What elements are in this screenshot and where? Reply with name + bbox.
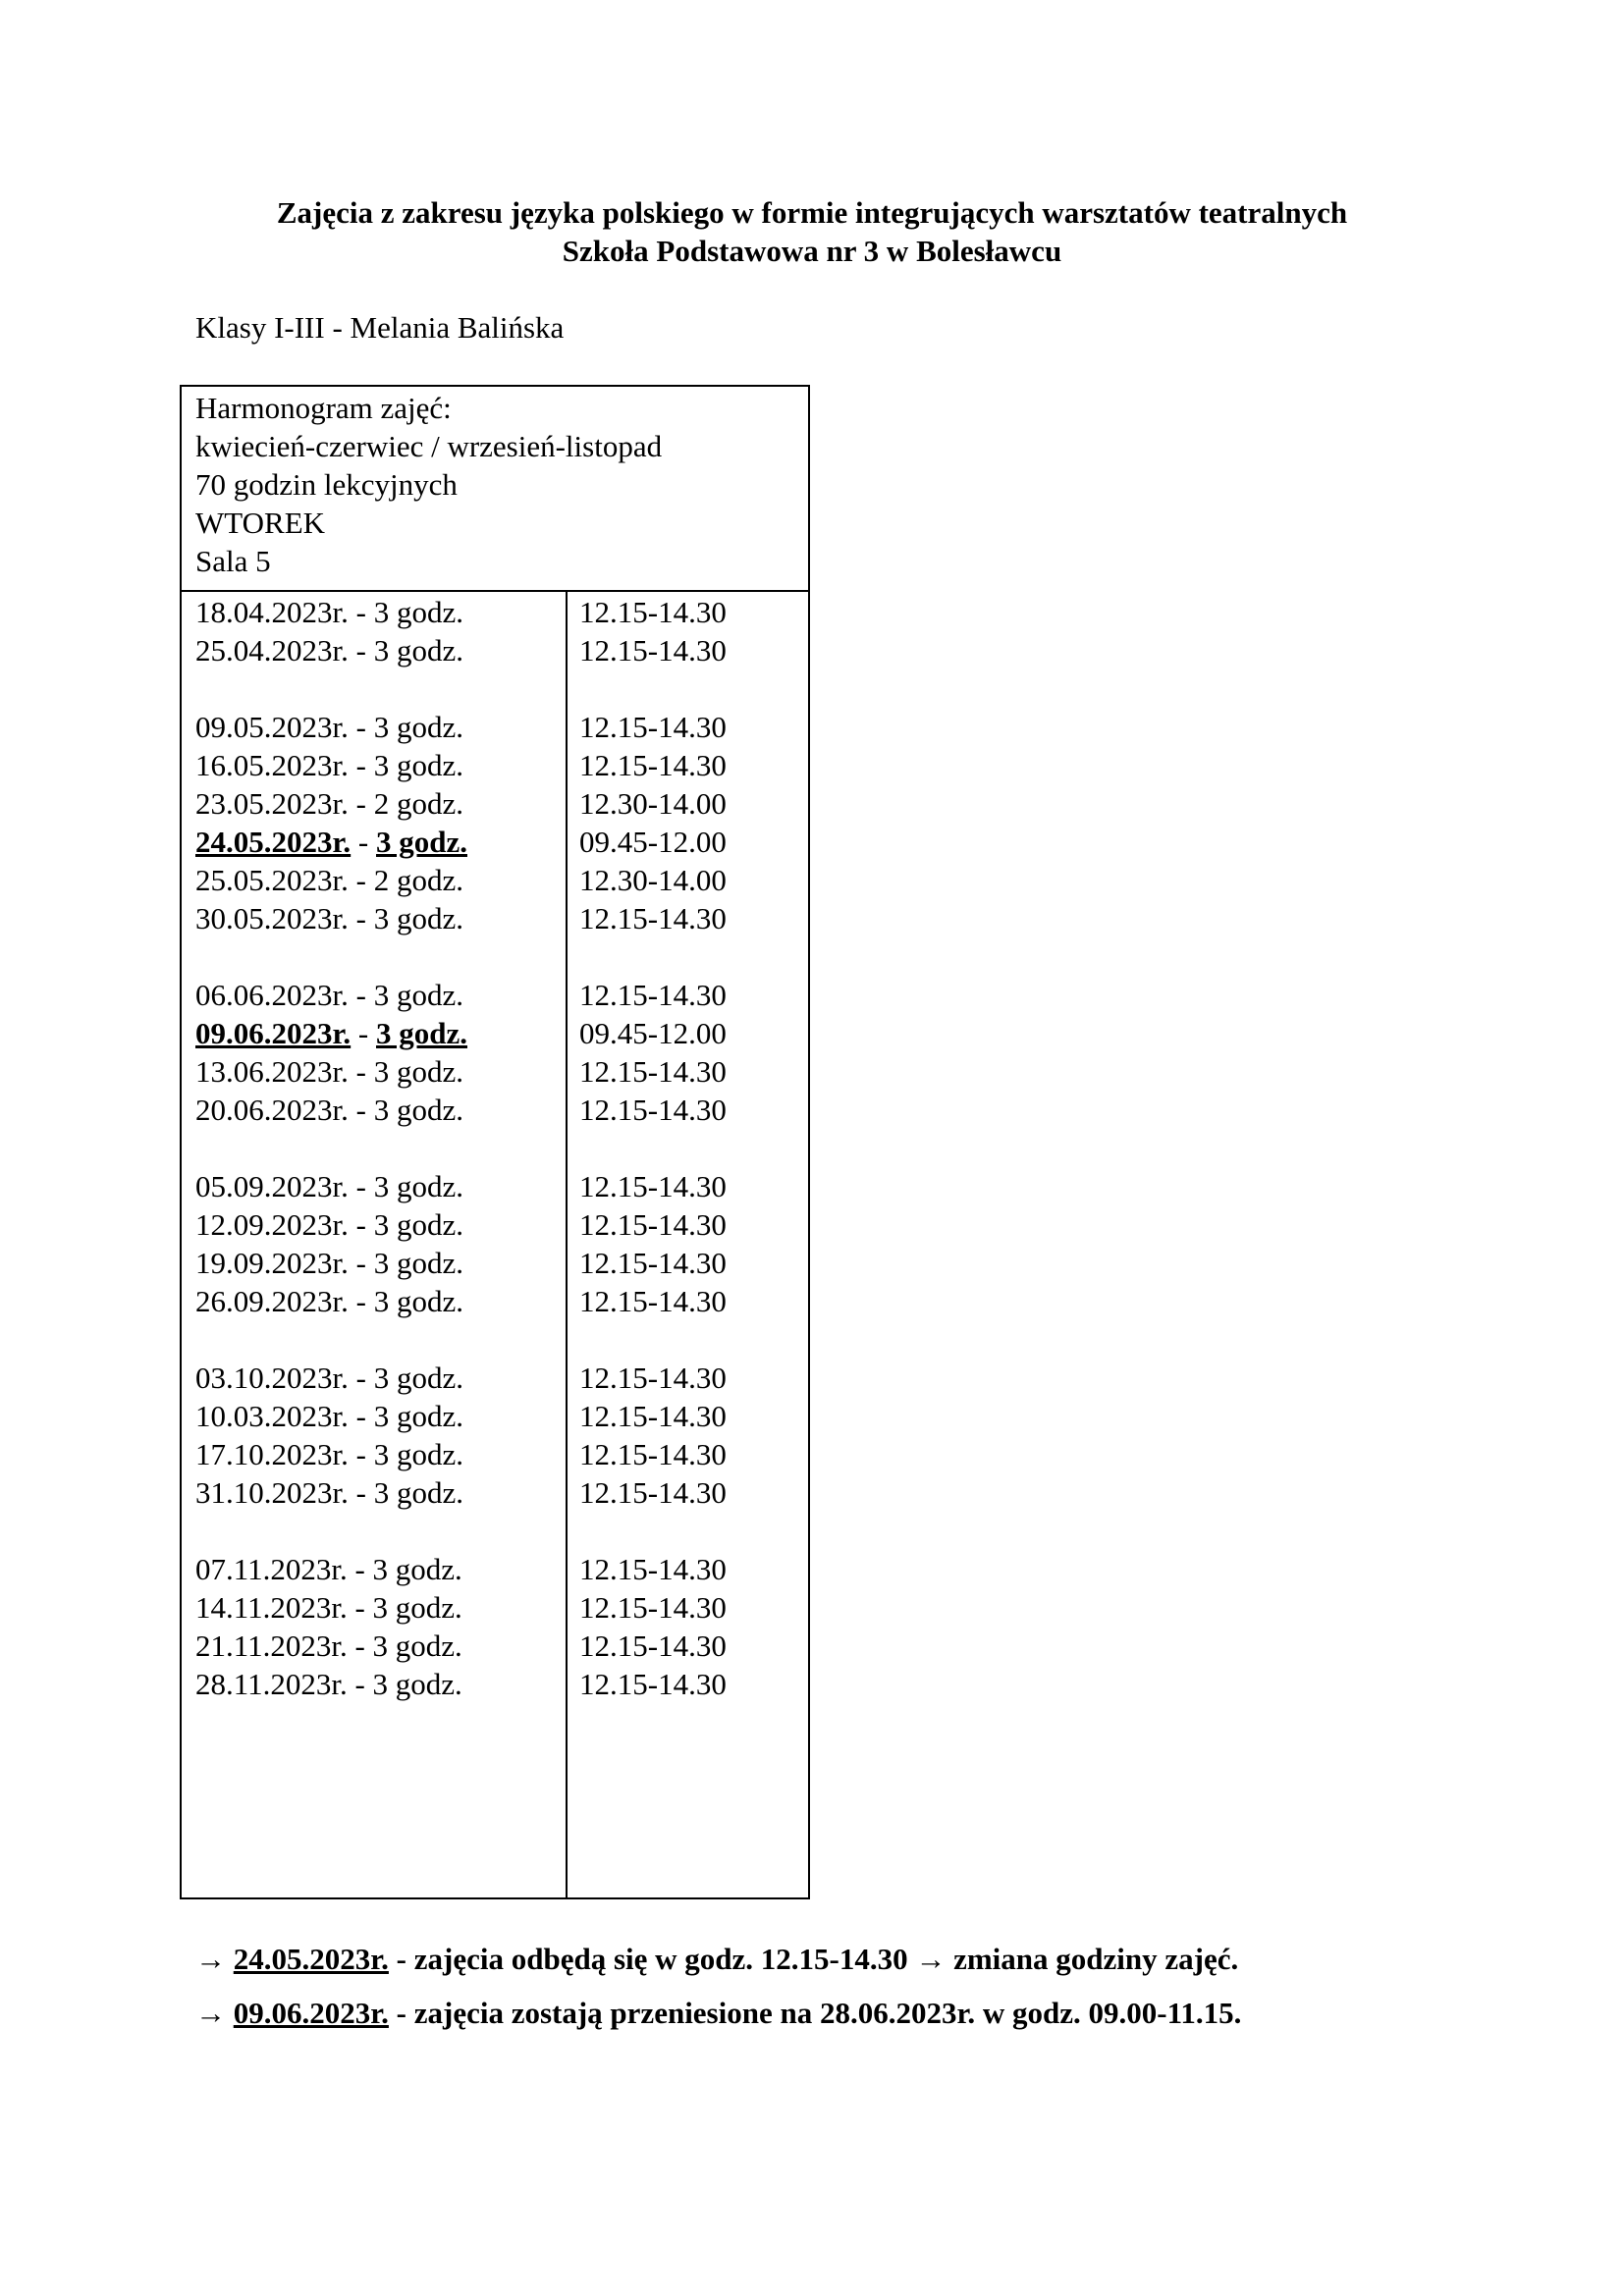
note-line [195,1994,1241,2032]
session-hours: 3 godz. [373,1361,463,1395]
session-date: 05.09.2023r. [195,1169,349,1203]
session-date-hours [195,823,467,861]
session-separator: - [347,1629,373,1663]
session-date-hours [195,631,463,669]
session-date: 31.10.2023r. [195,1475,349,1510]
session-hours: 3 godz. [373,748,463,782]
session-hours: 3 godz. [373,710,463,744]
session-time: 12.15-14.30 [579,1284,727,1318]
session-date: 28.11.2023r. [195,1667,348,1701]
session-time: 12.15-14.30 [579,1399,727,1433]
session-hours: 3 godz. [373,901,463,935]
arrow-icon: → [195,1996,234,2030]
session-separator: - [348,595,374,629]
session-date: 10.03.2023r. [195,1399,349,1433]
session-hours: 3 godz. [376,825,467,859]
session-date-hours [195,1052,463,1091]
session-date-hours [195,1550,462,1588]
schedule-header-line: kwiecień-czerwiec / wrzesień-listopad [195,429,663,463]
session-time: 12.15-14.30 [579,1590,727,1625]
session-time: 12.15-14.30 [579,748,727,782]
session-date-hours [195,861,463,899]
session-time: 12.30-14.00 [579,863,727,897]
session-time: 12.15-14.30 [579,1552,727,1586]
session-hours: 3 godz. [373,1169,463,1203]
session-date-hours [195,976,463,1014]
session-date-hours [195,1282,463,1320]
class-teacher-subheading: Klasy I-III - Melania Balińska [195,310,565,345]
session-date-hours [195,1359,463,1397]
note-date: 24.05.2023r. [233,1942,389,1976]
session-date-hours [195,1588,462,1627]
session-separator: - [348,901,374,935]
session-date: 18.04.2023r. [195,595,349,629]
session-date: 12.09.2023r. [195,1207,349,1242]
session-date: 23.05.2023r. [195,786,349,821]
session-time: 12.15-14.30 [579,1437,727,1471]
session-date: 09.05.2023r. [195,710,349,744]
session-date-hours [195,1091,463,1129]
session-time: 12.15-14.30 [579,901,727,935]
session-date-hours [195,899,463,937]
session-time: 12.15-14.30 [579,1093,727,1127]
session-hours: 3 godz. [376,1016,467,1050]
session-hours: 3 godz. [372,1552,462,1586]
session-hours: 3 godz. [373,1437,463,1471]
session-time: 12.15-14.30 [579,633,727,667]
session-separator: - [348,748,374,782]
session-time: 12.15-14.30 [579,1246,727,1280]
session-separator: - [351,825,376,859]
session-separator: - [348,633,374,667]
session-time: 12.15-14.30 [579,595,727,629]
session-hours: 2 godz. [373,786,463,821]
session-date: 17.10.2023r. [195,1437,349,1471]
note-line [195,1940,1238,1978]
note-text: - zajęcia odbędą się w godz. 12.15-14.30 → zmiana godziny zajęć. [388,1942,1239,1976]
session-separator: - [347,1552,373,1586]
session-separator: - [351,1016,376,1050]
document-title [0,193,1624,270]
session-date: 21.11.2023r. [195,1629,348,1663]
session-time: 12.15-14.30 [579,710,727,744]
session-hours: 2 godz. [373,863,463,897]
session-separator: - [348,1207,374,1242]
session-time: 12.15-14.30 [579,1054,727,1089]
session-date: 25.04.2023r. [195,633,349,667]
session-date-hours [195,1665,462,1703]
session-separator: - [348,1361,374,1395]
session-date-hours [195,746,463,784]
session-date: 14.11.2023r. [195,1590,348,1625]
session-date-hours [195,1014,467,1052]
session-separator: - [348,1399,374,1433]
title-line-2: Szkoła Podstawowa nr 3 w Bolesławcu [562,234,1062,268]
session-time: 12.15-14.30 [579,1361,727,1395]
session-separator: - [347,1667,373,1701]
session-hours: 3 godz. [373,1475,463,1510]
session-hours: 3 godz. [373,633,463,667]
session-separator: - [348,1475,374,1510]
session-separator: - [348,1246,374,1280]
session-separator: - [348,1284,374,1318]
session-hours: 3 godz. [373,595,463,629]
session-hours: 3 godz. [373,1093,463,1127]
session-date: 07.11.2023r. [195,1552,348,1586]
column-divider [566,591,568,1897]
session-hours: 3 godz. [372,1667,462,1701]
session-separator: - [348,1054,374,1089]
schedule-table [180,385,810,1899]
session-date-hours [195,1244,463,1282]
session-date-hours [195,708,463,746]
session-time: 09.45-12.00 [579,825,727,859]
session-date: 25.05.2023r. [195,863,349,897]
session-separator: - [348,1169,374,1203]
session-date-hours [195,1473,463,1512]
arrow-icon: → [195,1942,234,1976]
session-date-hours [195,1167,463,1205]
session-time: 09.45-12.00 [579,1016,727,1050]
session-separator: - [348,786,374,821]
session-date: 24.05.2023r. [195,825,352,859]
session-separator: - [348,863,374,897]
session-date-hours [195,1397,463,1435]
schedule-header-line: Sala 5 [195,544,271,578]
session-date-hours [195,1627,462,1665]
session-date-hours [195,593,463,631]
session-date-hours [195,1435,463,1473]
session-date: 26.09.2023r. [195,1284,349,1318]
session-time: 12.30-14.00 [579,786,727,821]
session-time: 12.15-14.30 [579,1629,727,1663]
session-separator: - [347,1590,373,1625]
schedule-header-line: Harmonogram zajęć: [195,391,452,425]
session-date: 09.06.2023r. [195,1016,352,1050]
session-time: 12.15-14.30 [579,978,727,1012]
schedule-header-line: 70 godzin lekcyjnych [195,467,458,502]
session-date-hours [195,784,463,823]
session-hours: 3 godz. [373,1284,463,1318]
session-date: 19.09.2023r. [195,1246,349,1280]
schedule-header-line: WTOREK [195,506,326,540]
schedule-header-cell [182,387,808,592]
session-time: 12.15-14.30 [579,1169,727,1203]
session-date: 20.06.2023r. [195,1093,349,1127]
session-separator: - [348,978,374,1012]
session-time: 12.15-14.30 [579,1667,727,1701]
session-hours: 3 godz. [373,1246,463,1280]
session-date: 30.05.2023r. [195,901,349,935]
session-hours: 3 godz. [372,1629,462,1663]
session-date-hours [195,1205,463,1244]
session-date: 13.06.2023r. [195,1054,349,1089]
session-hours: 3 godz. [373,1054,463,1089]
session-time: 12.15-14.30 [579,1207,727,1242]
session-time: 12.15-14.30 [579,1475,727,1510]
title-line-1: Zajęcia z zakresu języka polskiego w formie integrujących warsztatów teatralnych [276,195,1348,230]
session-hours: 3 godz. [373,1207,463,1242]
session-separator: - [348,1093,374,1127]
session-hours: 3 godz. [373,1399,463,1433]
note-date: 09.06.2023r. [233,1996,389,2030]
session-date: 16.05.2023r. [195,748,349,782]
session-separator: - [348,710,374,744]
session-date: 06.06.2023r. [195,978,349,1012]
note-text: - zajęcia zostają przeniesione na 28.06.2023r. w godz. 09.00-11.15. [388,1996,1242,2030]
session-hours: 3 godz. [373,978,463,1012]
session-separator: - [348,1437,374,1471]
session-date: 03.10.2023r. [195,1361,349,1395]
session-hours: 3 godz. [372,1590,462,1625]
